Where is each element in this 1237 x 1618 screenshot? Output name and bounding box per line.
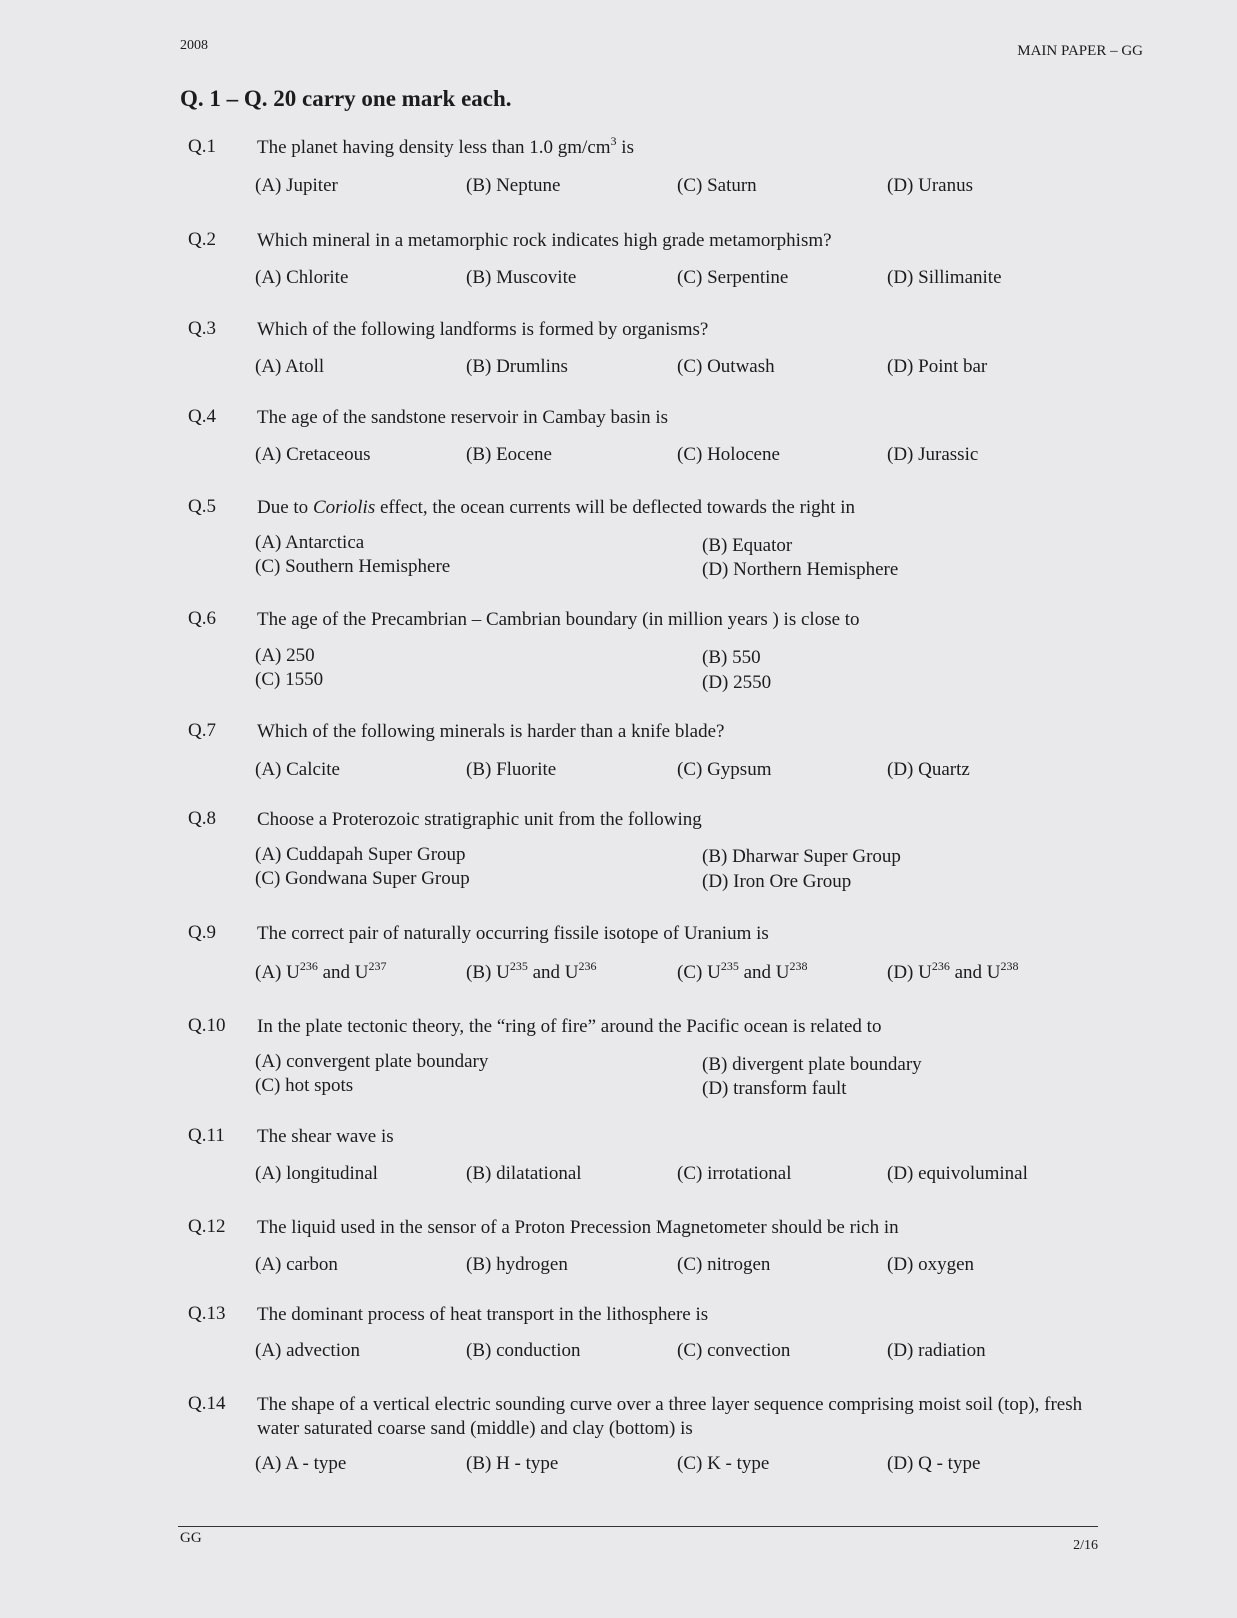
header-paper-code: MAIN PAPER – GG [1017, 43, 1143, 59]
question-stem: The liquid used in the sensor of a Proton Precession Magnetometer should be rich in [257, 1217, 899, 1238]
option-c: (C) Serpentine [677, 267, 789, 288]
option-d: (D) Quartz [887, 759, 970, 780]
option-b: (B) dilatational [466, 1163, 582, 1184]
question-number: Q.13 [188, 1303, 226, 1324]
question-number: Q.1 [188, 136, 216, 157]
question-number: Q.10 [188, 1015, 226, 1036]
option-a: (A) Antarctica [255, 532, 365, 553]
question-number: Q.3 [188, 318, 216, 339]
option-c: (C) convection [677, 1340, 791, 1361]
question-stem: Which mineral in a metamorphic rock indicates high grade metamorphism? [257, 230, 832, 251]
question-number: Q.4 [188, 406, 216, 427]
option-a: (A) Chlorite [255, 267, 349, 288]
option-b: (B) H - type [466, 1453, 559, 1474]
option-d: (D) oxygen [887, 1254, 975, 1275]
option-a: (A) longitudinal [255, 1163, 378, 1184]
option-a: (A) Atoll [255, 356, 325, 377]
option-b: (B) divergent plate boundary [702, 1054, 922, 1075]
option-a: (A) convergent plate boundary [255, 1051, 489, 1072]
question-stem: The planet having density less than 1.0 $gm/cm^3$ is [257, 134, 634, 158]
question-stem: Which of the following landforms is formed by organisms? [257, 319, 709, 340]
option-d: (D) Northern Hemisphere [702, 559, 899, 580]
footer-divider [178, 1526, 1098, 1527]
option-d: (D) transform fault [702, 1078, 847, 1099]
option-b: (B) Eocene [466, 444, 552, 465]
option-d: (D) Iron Ore Group [702, 871, 852, 892]
option-c: (C) K - type [677, 1453, 770, 1474]
option-b: (B) Muscovite [466, 267, 577, 288]
footer-paper-code: GG [180, 1530, 202, 1546]
option-b: (B) Neptune [466, 175, 561, 196]
option-b: (B) Dharwar Super Group [702, 846, 901, 867]
header-year: 2008 [180, 38, 208, 53]
section-title: Q. 1 – Q. 20 carry one mark each. [180, 86, 512, 111]
question-number: Q.5 [188, 496, 216, 517]
option-b: (B) hydrogen [466, 1254, 568, 1275]
option-d: (D) Q - type [887, 1453, 981, 1474]
option-c: (C) Outwash [677, 356, 775, 377]
option-d: (D) Sillimanite [887, 267, 1002, 288]
question-number: Q.11 [188, 1125, 225, 1146]
option-a: (A) Calcite [255, 759, 340, 780]
footer-page-number: 2/16 [1073, 1538, 1098, 1553]
option-a: (A) 250 [255, 645, 315, 666]
option-b: (B) Fluorite [466, 759, 557, 780]
option-c: (C) Holocene [677, 444, 780, 465]
option-d: (D) equivoluminal [887, 1163, 1028, 1184]
question-stem: Choose a Proterozoic stratigraphic unit from the following [257, 809, 702, 830]
question-stem: The dominant process of heat transport in the lithosphere is [257, 1304, 709, 1325]
option-b: (B) 550 [702, 647, 761, 668]
question-stem: Which of the following minerals is harder than a knife blade? [257, 721, 725, 742]
option-d: (D) 2550 [702, 672, 772, 693]
option-a: (A) Jupiter [255, 175, 338, 196]
option-c: (C) Gondwana Super Group [255, 868, 470, 889]
question-number: Q.8 [188, 808, 216, 829]
option-c: (C) Southern Hemisphere [255, 556, 451, 577]
option-b: (B) Equator [702, 535, 793, 556]
question-stem: The age of the Precambrian – Cambrian boundary (in million years ) is close to [257, 609, 860, 630]
option-a: (A) $U^{236}$ and $U^{237}$ [255, 959, 387, 983]
question-number: Q.6 [188, 608, 216, 629]
option-c: (C) Gypsum [677, 759, 772, 780]
option-a: (A) carbon [255, 1254, 338, 1275]
question-number: Q.2 [188, 229, 216, 250]
option-a: (A) Cuddapah Super Group [255, 844, 466, 865]
question-stem: Due to Coriolis effect, the ocean currents will be deflected towards the right in [257, 497, 855, 518]
question-stem: In the plate tectonic theory, the “ring of fire” around the Pacific ocean is related to [257, 1016, 882, 1037]
option-c: (C) irrotational [677, 1163, 792, 1184]
question-stem: The shear wave is [257, 1126, 394, 1147]
option-c: (C) 1550 [255, 669, 324, 690]
option-d: (D) Jurassic [887, 444, 979, 465]
option-a: (A) advection [255, 1340, 360, 1361]
question-number: Q.7 [188, 720, 216, 741]
question-stem: The correct pair of naturally occurring fissile isotope of Uranium is [257, 923, 769, 944]
option-b: (B) conduction [466, 1340, 581, 1361]
option-d: (D) $U^{236}$ and $U^{238}$ [887, 959, 1019, 983]
question-number: Q.9 [188, 922, 216, 943]
option-b: (B) $U^{235}$ and $U^{236}$ [466, 959, 597, 983]
option-d: (D) Point bar [887, 356, 988, 377]
option-c: (C) hot spots [255, 1075, 354, 1096]
question-number: Q.12 [188, 1216, 226, 1237]
question-number: Q.14 [188, 1393, 226, 1414]
option-d: (D) radiation [887, 1340, 986, 1361]
option-a: (A) Cretaceous [255, 444, 371, 465]
question-stem: The age of the sandstone reservoir in Cambay basin is [257, 407, 669, 428]
option-c: (C) Saturn [677, 175, 757, 196]
option-c: (C) nitrogen [677, 1254, 771, 1275]
option-b: (B) Drumlins [466, 356, 568, 377]
option-c: (C) $U^{235}$ and $U^{238}$ [677, 959, 808, 983]
question-stem: The shape of a vertical electric sounding curve over a three layer sequence comprising moist soil (top), fresh water saturated coarse sand (middle) and clay (bottom) is [257, 1394, 1083, 1439]
option-d: (D) Uranus [887, 175, 974, 196]
option-a: (A) A - type [255, 1453, 347, 1474]
